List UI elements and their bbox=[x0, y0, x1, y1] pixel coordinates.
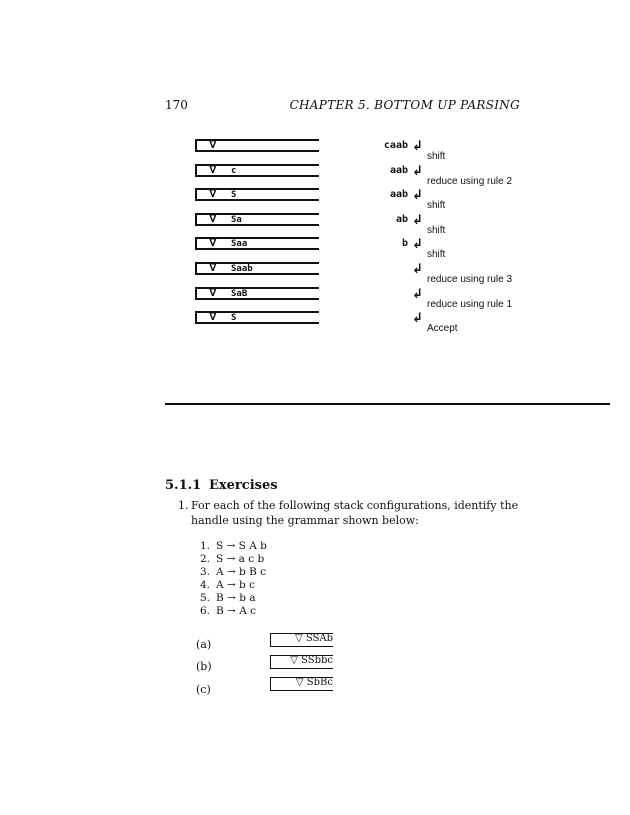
stack-contents: S bbox=[231, 313, 237, 324]
grammar-rule: 6. B → A c bbox=[200, 605, 256, 617]
section-title: Exercises bbox=[209, 478, 278, 493]
stack-row bbox=[195, 139, 319, 152]
exercise-text: For each of the following stack configurations, identify the handle using the grammar shown below: bbox=[191, 499, 519, 527]
exercise-number: 1. bbox=[178, 499, 189, 512]
bottom-marker-icon: ∇ bbox=[209, 211, 217, 225]
stack-contents: Sa bbox=[231, 214, 242, 225]
stack-contents: c bbox=[231, 165, 237, 176]
bottom-marker-icon: ∇ bbox=[209, 236, 217, 250]
stack-row bbox=[195, 213, 319, 226]
stack-row bbox=[195, 237, 319, 250]
stack-configuration bbox=[270, 655, 333, 669]
stack-contents: Saab bbox=[231, 264, 253, 274]
parser-action: reduce using rule 2 bbox=[427, 175, 513, 187]
stack-configuration-text: ▽ SSAb bbox=[294, 633, 333, 644]
input-remaining: ab bbox=[395, 213, 408, 225]
input-remaining: aab bbox=[389, 189, 408, 201]
parser-action: reduce using rule 1 bbox=[427, 298, 513, 310]
end-of-input-icon: ↲ bbox=[412, 262, 423, 277]
grammar-rule: 3. A → b B c bbox=[200, 566, 267, 578]
horizontal-rule bbox=[165, 403, 610, 405]
grammar-rule: 2. S → a c b bbox=[200, 553, 265, 565]
end-of-input-icon: ↲ bbox=[412, 286, 423, 302]
option-label: (b) bbox=[196, 660, 212, 673]
option-label: (c) bbox=[196, 683, 211, 696]
parser-action: shift bbox=[427, 249, 446, 261]
stack-row bbox=[195, 311, 319, 324]
bottom-marker-icon: ∇ bbox=[209, 187, 217, 201]
stack-configuration-text: ▽ SSbbc bbox=[290, 655, 333, 666]
stack-contents: S bbox=[231, 190, 237, 201]
input-remaining: b bbox=[401, 238, 408, 250]
bottom-marker-icon: ∇ bbox=[209, 285, 217, 299]
running-title: CHAPTER 5. BOTTOM UP PARSING bbox=[289, 98, 520, 112]
parser-action: shift bbox=[427, 151, 446, 162]
end-of-input-icon: ↲ bbox=[412, 139, 423, 154]
bottom-marker-icon: ∇ bbox=[209, 162, 217, 176]
stack-contents: Saa bbox=[231, 239, 248, 250]
parser-action: Accept bbox=[427, 323, 458, 335]
stack-configuration-text: ▽ SbBc bbox=[295, 677, 333, 688]
section-number: 5.1.1 bbox=[165, 478, 202, 493]
stack-row bbox=[195, 164, 319, 177]
end-of-input-icon: ↲ bbox=[412, 311, 423, 327]
stack-row bbox=[195, 287, 319, 300]
stack-row bbox=[195, 188, 319, 201]
option-label: (a) bbox=[196, 638, 212, 651]
input-remaining: caab bbox=[383, 140, 408, 151]
grammar-rule: 5. B → b a bbox=[200, 592, 256, 604]
bottom-marker-icon: ∇ bbox=[209, 138, 217, 151]
bottom-marker-icon: ∇ bbox=[209, 310, 217, 324]
stack-contents: SaB bbox=[231, 288, 248, 299]
grammar-rule: 4. A → b c bbox=[200, 579, 255, 591]
stack-row bbox=[195, 262, 319, 275]
parser-action: reduce using rule 3 bbox=[427, 274, 513, 285]
end-of-input-icon: ↲ bbox=[412, 212, 423, 228]
end-of-input-icon: ↲ bbox=[412, 188, 423, 204]
input-remaining: aab bbox=[389, 164, 408, 176]
end-of-input-icon: ↲ bbox=[412, 237, 423, 253]
stack-configuration bbox=[270, 633, 333, 647]
page-number: 170 bbox=[165, 98, 188, 112]
stack-configuration bbox=[270, 677, 333, 691]
grammar-rule: 1. S → S A b bbox=[200, 540, 267, 552]
parser-action: shift bbox=[427, 200, 446, 212]
parser-action: shift bbox=[427, 224, 446, 236]
bottom-marker-icon: ∇ bbox=[209, 261, 217, 274]
end-of-input-icon: ↲ bbox=[412, 163, 423, 179]
section-heading bbox=[165, 478, 278, 493]
